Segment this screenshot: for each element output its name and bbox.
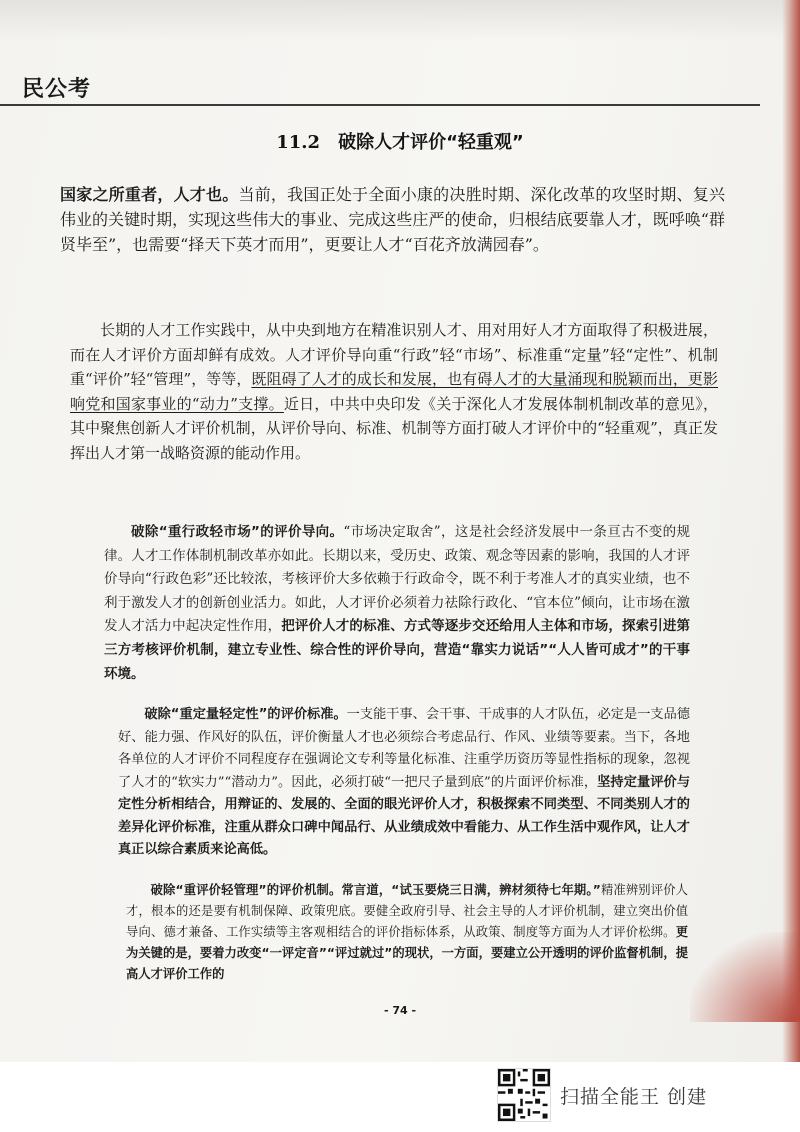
market-conclusion: 把评价人才的标准、方式等逐步交还给用人主体和市场，探索引进第三方考核评价机制，建立专业性、综合性的评价导向，营造“靠实力说话”“人人皆可成才”的干事环境。	[104, 618, 690, 682]
intro-body: 当前，我国正处于全面小康的决胜时期、深化改革的攻坚时期、复兴伟业的关键时期，实现这些伟大的事业、完成这些庄严的使命，归根结底要靠人才，既呼唤“群贤毕至”，也需要“择天下英才而用”，更要让人才“百花齐放满园春”。	[60, 185, 725, 254]
mechanism-conclusion: 更为关键的是，要着力改变“一评定音”“评过就过”的现状，一方面，要建立公开透明的评价监督机制，提高人才评价工作的	[126, 925, 688, 981]
qr-code-icon	[497, 1068, 551, 1122]
paragraph-intro	[60, 182, 725, 257]
mechanism-body: 精准辨别评价人才，根本的还是要有机制保障、政策兜底。要健全政府引导、社会主导的人才评价机制，建立突出价值导向、德才兼备、工作实绩等主客观相结合的评价指标体系，从政策、制度等方面为人才评价松绑。	[126, 883, 688, 939]
section-title	[0, 128, 800, 154]
section-number: 11.2	[276, 132, 321, 153]
header-rule	[0, 104, 760, 106]
paragraph-market-orientation	[104, 521, 690, 686]
paragraph-background	[70, 318, 718, 465]
background-text-2: 近日，中共中央印发《关于深化人才发展体制机制改革的意见》，其中聚焦创新人才评价机制，从评价导向、标准、机制等方面打破人才评价中的“轻重观”，真正发挥出人才第一战略资源的能动作用。	[70, 394, 718, 462]
mechanism-heading: 破除“重评价轻管理”的评价机制。常言道，“试玉要烧三日满，辨材须待七年期。”	[150, 883, 601, 897]
page-number: - 74 -	[383, 1004, 417, 1017]
section-title-text: 破除人才评价“轻重观”	[338, 132, 524, 153]
standards-heading: 破除“重定量轻定性”的评价标准。	[144, 707, 347, 722]
paragraph-standards	[118, 704, 690, 862]
market-body: “市场决定取舍”，这是社会经济发展中一条亘古不变的规律。人才工作体制机制改革亦如此。长期以来，受历史、政策、观念等因素的影响，我国的人才评价导向“行政色彩”还比较浓，考核评价大多依赖于行政命令，既不利于考准人才的真实业绩，也不利于激发人才的创新创业活力。如此，人才评价必须着力祛除行政化、“官本位”倾向，让市场在激发人才活力中起决定性作用，	[104, 524, 690, 635]
market-heading: 破除“重行政轻市场”的评价导向。	[131, 524, 344, 540]
standards-conclusion: 坚持定量评价与定性分析相结合，用辩证的、发展的、全面的眼光评价人才，积极探索不同类型、不同类别人才的差异化评价标准，注重从群众口碑中闻品行、从业绩成效中看能力、从工作生活中观作风，让人才真正以综合素质来论高低。	[118, 774, 691, 857]
running-header: 民公考	[22, 77, 92, 102]
standards-body: 一支能干事、会干事、干成事的人才队伍，必定是一支品德好、能力强、作风好的队伍，评价衡量人才也必须综合考虑品行、作风、业绩等要素。当下，各地各单位的人才评价不同程度存在强调论文专利等量化标准、注重学历资历等显性指标的现象，忽视了人才的“软实力”“潜动力”。因此，必须打破“一把尺子量到底”的片面评价标准，	[118, 707, 690, 790]
intro-lead: 国家之所重者，人才也。	[60, 185, 239, 204]
scan-shadow	[0, 0, 800, 40]
scanner-watermark: 扫描全能王 创建	[560, 1086, 708, 1108]
background-underlined: 既阻碍了人才的成长和发展，也有碍人才的大量涌现和脱颖而出，更影响党和国家事业的“动力”支撑。	[70, 370, 718, 413]
background-text-1: 长期的人才工作实践中，从中央到地方在精准识别人才、用对用好人才方面取得了积极进展，而在人才评价方面却鲜有成效。人才评价导向重“行政”轻“市场”、标准重“定量”轻“定性”、机制重“评价”轻“管理”，等等，	[70, 321, 718, 388]
paragraph-mechanism	[126, 880, 688, 985]
